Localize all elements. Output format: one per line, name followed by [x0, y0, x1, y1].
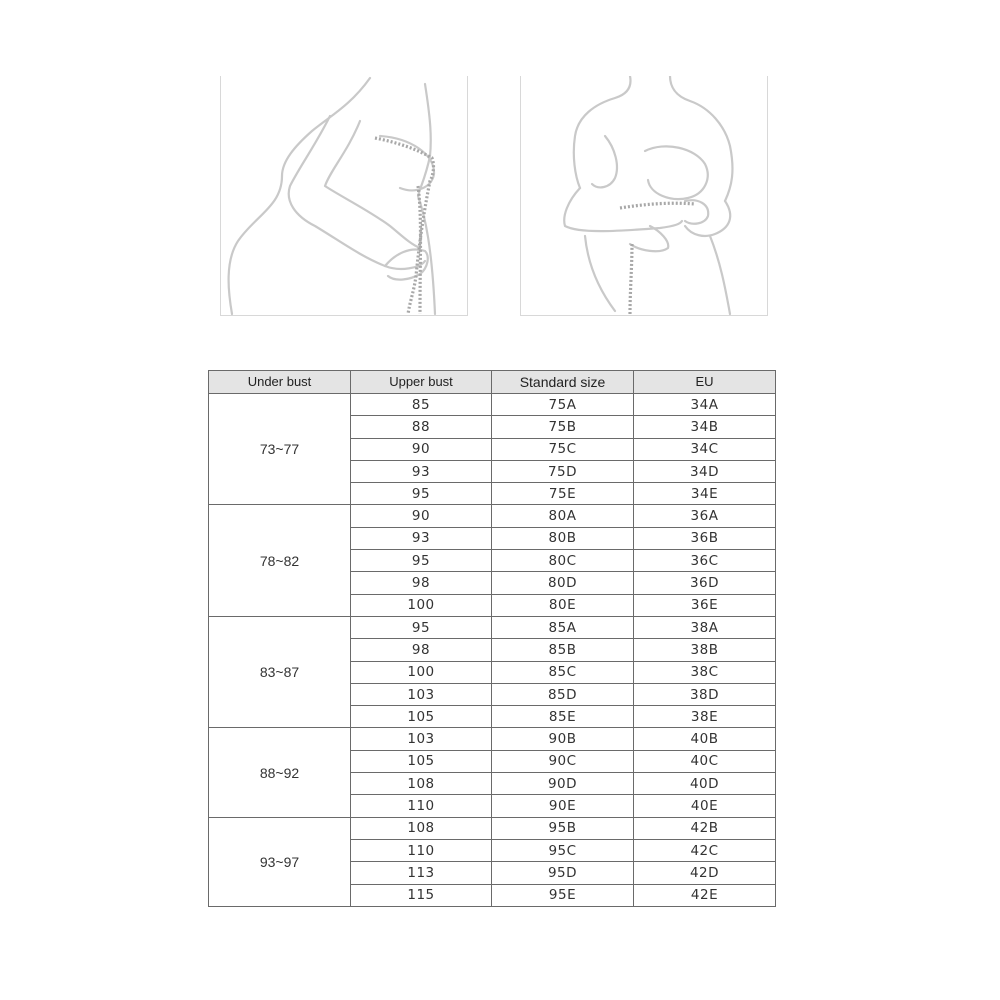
header-under-bust: Under bust	[209, 371, 351, 394]
upper-bust-cell: 103	[351, 728, 492, 750]
standard-size-cell: 80D	[492, 572, 634, 594]
upper-bust-cell: 98	[351, 572, 492, 594]
standard-size-cell: 75E	[492, 483, 634, 505]
upper-bust-cell: 113	[351, 862, 492, 884]
eu-size-cell: 40E	[634, 795, 776, 817]
standard-size-cell: 90B	[492, 728, 634, 750]
upper-bust-cell: 93	[351, 460, 492, 482]
upper-bust-cell: 85	[351, 394, 492, 416]
standard-size-cell: 75A	[492, 394, 634, 416]
upper-bust-cell: 90	[351, 505, 492, 527]
header-standard-size: Standard size	[492, 371, 634, 394]
eu-size-cell: 42D	[634, 862, 776, 884]
header-row	[209, 371, 776, 394]
upper-bust-cell: 95	[351, 616, 492, 638]
under-bust-measure-illustration	[520, 76, 768, 316]
standard-size-cell: 80E	[492, 594, 634, 616]
standard-size-cell: 95C	[492, 839, 634, 861]
upper-bust-cell: 90	[351, 438, 492, 460]
eu-size-cell: 38E	[634, 706, 776, 728]
standard-size-cell: 90D	[492, 773, 634, 795]
eu-size-cell: 34B	[634, 416, 776, 438]
under-bust-range-cell: 93~97	[209, 817, 351, 906]
upper-bust-cell: 108	[351, 817, 492, 839]
eu-size-cell: 34C	[634, 438, 776, 460]
upper-bust-cell: 110	[351, 795, 492, 817]
upper-bust-figure-drawing	[220, 76, 468, 316]
eu-size-cell: 40C	[634, 750, 776, 772]
standard-size-cell: 80B	[492, 527, 634, 549]
upper-bust-cell: 95	[351, 550, 492, 572]
upper-bust-cell: 115	[351, 884, 492, 906]
table-row	[209, 728, 776, 750]
standard-size-cell: 95D	[492, 862, 634, 884]
eu-size-cell: 36B	[634, 527, 776, 549]
standard-size-cell: 75C	[492, 438, 634, 460]
header-eu: EU	[634, 371, 776, 394]
table-row	[209, 394, 776, 416]
upper-bust-cell: 103	[351, 683, 492, 705]
standard-size-cell: 85B	[492, 639, 634, 661]
standard-size-cell: 90E	[492, 795, 634, 817]
table-row	[209, 817, 776, 839]
eu-size-cell: 36D	[634, 572, 776, 594]
standard-size-cell: 85C	[492, 661, 634, 683]
standard-size-cell: 80A	[492, 505, 634, 527]
eu-size-cell: 36E	[634, 594, 776, 616]
table-row	[209, 505, 776, 527]
upper-bust-cell: 88	[351, 416, 492, 438]
eu-size-cell: 42E	[634, 884, 776, 906]
bra-size-chart-table	[208, 370, 776, 907]
upper-bust-measure-illustration	[220, 76, 468, 316]
standard-size-cell: 85E	[492, 706, 634, 728]
standard-size-cell: 95E	[492, 884, 634, 906]
standard-size-cell: 85A	[492, 616, 634, 638]
upper-bust-cell: 108	[351, 773, 492, 795]
upper-bust-cell: 98	[351, 639, 492, 661]
header-upper-bust: Upper bust	[351, 371, 492, 394]
eu-size-cell: 40B	[634, 728, 776, 750]
eu-size-cell: 36A	[634, 505, 776, 527]
table-row	[209, 616, 776, 638]
eu-size-cell: 42C	[634, 839, 776, 861]
eu-size-cell: 38D	[634, 683, 776, 705]
upper-bust-cell: 95	[351, 483, 492, 505]
table-body	[209, 394, 776, 907]
upper-bust-cell: 100	[351, 594, 492, 616]
eu-size-cell: 36C	[634, 550, 776, 572]
eu-size-cell: 40D	[634, 773, 776, 795]
under-bust-range-cell: 83~87	[209, 616, 351, 727]
upper-bust-cell: 110	[351, 839, 492, 861]
standard-size-cell: 85D	[492, 683, 634, 705]
upper-bust-cell: 105	[351, 706, 492, 728]
eu-size-cell: 38B	[634, 639, 776, 661]
eu-size-cell: 34A	[634, 394, 776, 416]
standard-size-cell: 80C	[492, 550, 634, 572]
eu-size-cell: 34D	[634, 460, 776, 482]
eu-size-cell: 34E	[634, 483, 776, 505]
under-bust-range-cell: 88~92	[209, 728, 351, 817]
eu-size-cell: 42B	[634, 817, 776, 839]
upper-bust-cell: 105	[351, 750, 492, 772]
standard-size-cell: 95B	[492, 817, 634, 839]
under-bust-range-cell: 78~82	[209, 505, 351, 616]
standard-size-cell: 75D	[492, 460, 634, 482]
under-bust-figure-drawing	[520, 76, 768, 316]
eu-size-cell: 38A	[634, 616, 776, 638]
upper-bust-cell: 93	[351, 527, 492, 549]
under-bust-range-cell: 73~77	[209, 394, 351, 505]
standard-size-cell: 90C	[492, 750, 634, 772]
table-header	[209, 371, 776, 394]
eu-size-cell: 38C	[634, 661, 776, 683]
standard-size-cell: 75B	[492, 416, 634, 438]
upper-bust-cell: 100	[351, 661, 492, 683]
